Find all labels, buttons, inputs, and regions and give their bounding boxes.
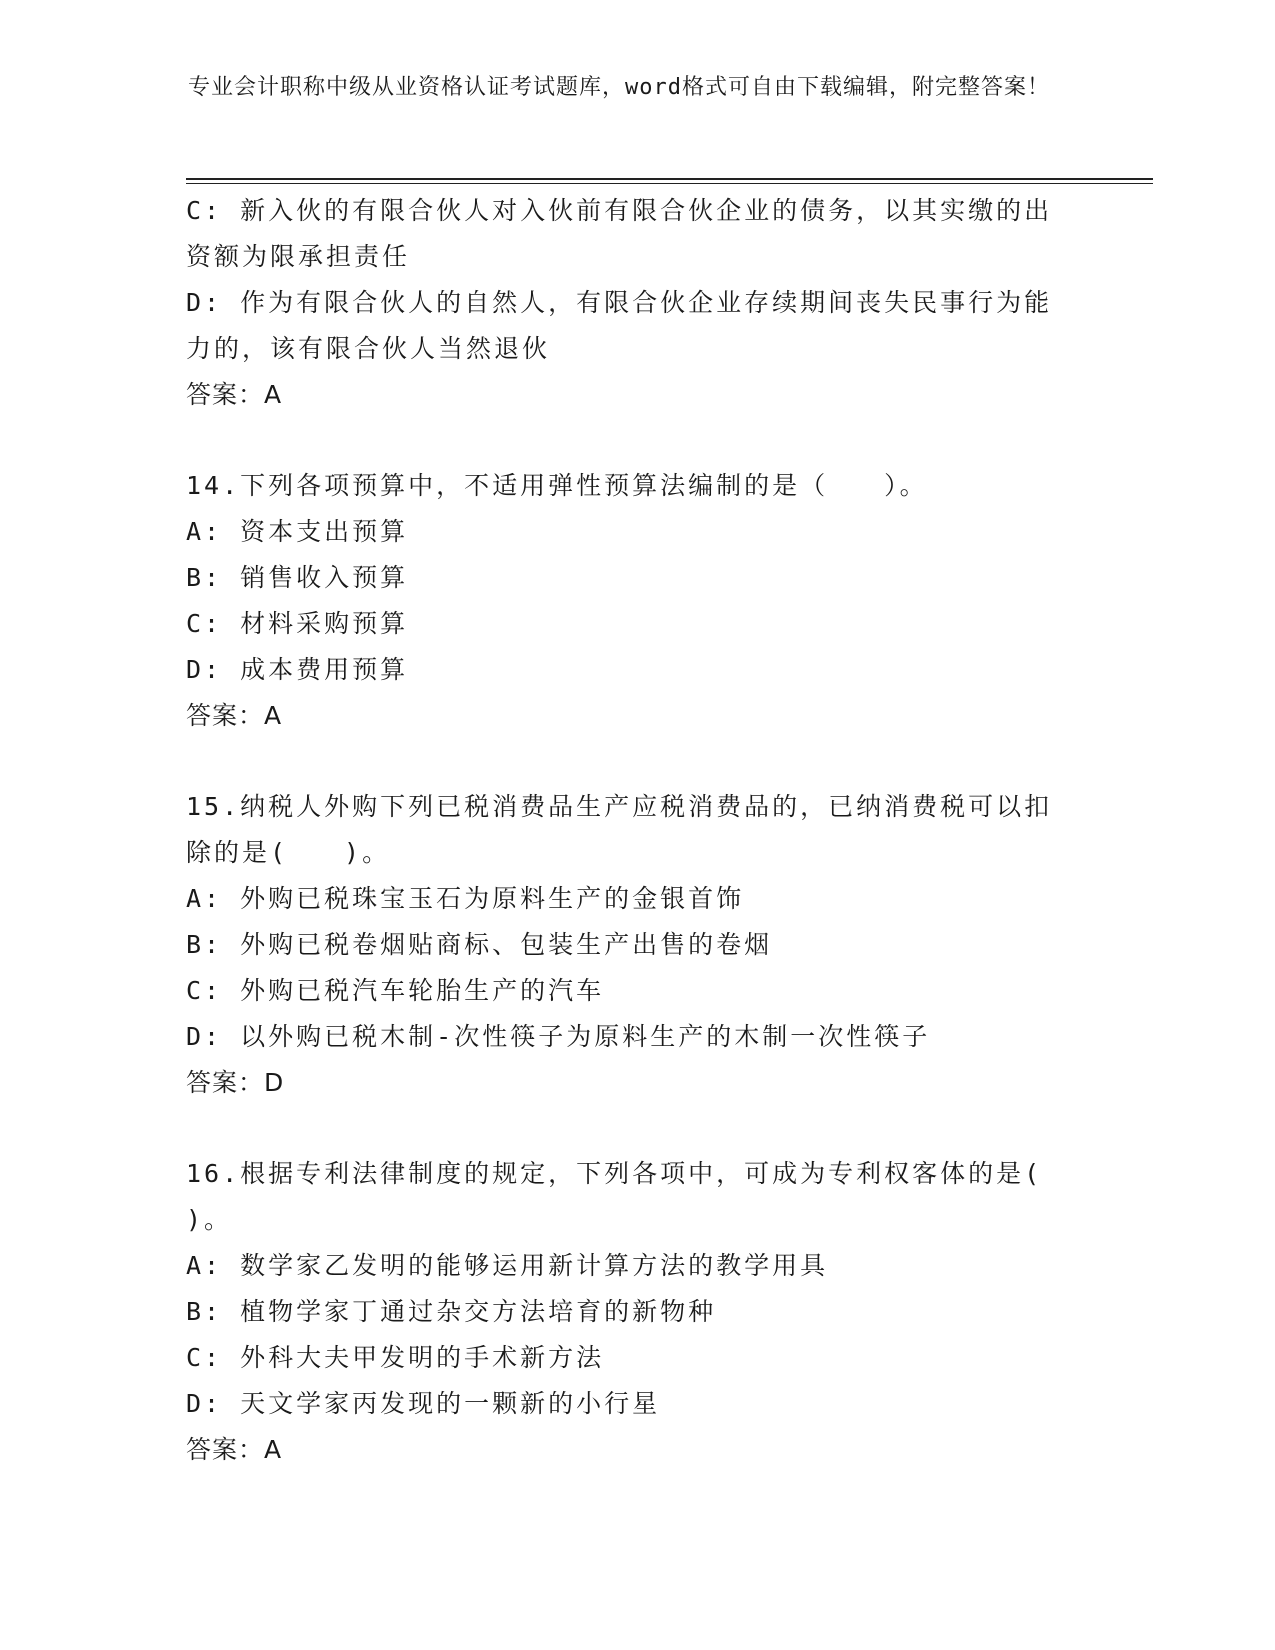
option-text: D: 作为有限合伙人的自然人，有限合伙企业存续期间丧失民事行为能 bbox=[186, 288, 1053, 317]
question-14 bbox=[186, 463, 1086, 739]
option-d: D: 天文学家丙发现的一颗新的小行星 bbox=[186, 1389, 661, 1418]
answer-line: 答案：A bbox=[186, 701, 283, 730]
option-b: B: 外购已税卷烟贴商标、包装生产出售的卷烟 bbox=[186, 930, 773, 959]
option-text: C: 新入伙的有限合伙人对入伙前有限合伙企业的债务，以其实缴的出 bbox=[186, 196, 1053, 225]
question-stem: 14.下列各项预算中，不适用弹性预算法编制的是（ ）。 bbox=[186, 471, 928, 500]
option-b: B: 销售收入预算 bbox=[186, 563, 409, 592]
option-c: C: 材料采购预算 bbox=[186, 609, 409, 638]
option-d: D: 成本费用预算 bbox=[186, 655, 409, 684]
question-stem: 15.纳税人外购下列已税消费品生产应税消费品的，已纳消费税可以扣 bbox=[186, 792, 1053, 821]
answer-line: 答案：A bbox=[186, 1435, 283, 1464]
header-divider-thick bbox=[186, 178, 1153, 180]
option-b: B: 植物学家丁通过杂交方法培育的新物种 bbox=[186, 1297, 717, 1326]
question-13-continuation bbox=[186, 188, 1086, 418]
question-15 bbox=[186, 784, 1086, 1106]
page-header: 专业会计职称中级从业资格认证考试题库，word格式可自由下载编辑，附完整答案！ bbox=[188, 75, 1050, 100]
answer-line: 答案：D bbox=[186, 1068, 285, 1097]
option-a: A: 外购已税珠宝玉石为原料生产的金银首饰 bbox=[186, 884, 745, 913]
option-d: D: 以外购已税木制-次性筷子为原料生产的木制一次性筷子 bbox=[186, 1022, 931, 1051]
question-stem: )。 bbox=[186, 1205, 233, 1234]
option-a: A: 资本支出预算 bbox=[186, 517, 409, 546]
option-c: C: 外购已税汽车轮胎生产的汽车 bbox=[186, 976, 605, 1005]
question-stem: 除的是( )。 bbox=[186, 838, 391, 867]
option-text: 力的，该有限合伙人当然退伙 bbox=[186, 334, 551, 363]
answer-line: 答案：A bbox=[186, 380, 283, 409]
header-divider-thin bbox=[186, 183, 1153, 184]
option-a: A: 数学家乙发明的能够运用新计算方法的教学用具 bbox=[186, 1251, 829, 1280]
option-text: 资额为限承担责任 bbox=[186, 242, 411, 271]
question-16 bbox=[186, 1151, 1086, 1473]
document-body bbox=[186, 188, 1086, 1473]
option-c: C: 外科大夫甲发明的手术新方法 bbox=[186, 1343, 605, 1372]
question-stem: 16.根据专利法律制度的规定，下列各项中，可成为专利权客体的是( bbox=[186, 1159, 1043, 1188]
